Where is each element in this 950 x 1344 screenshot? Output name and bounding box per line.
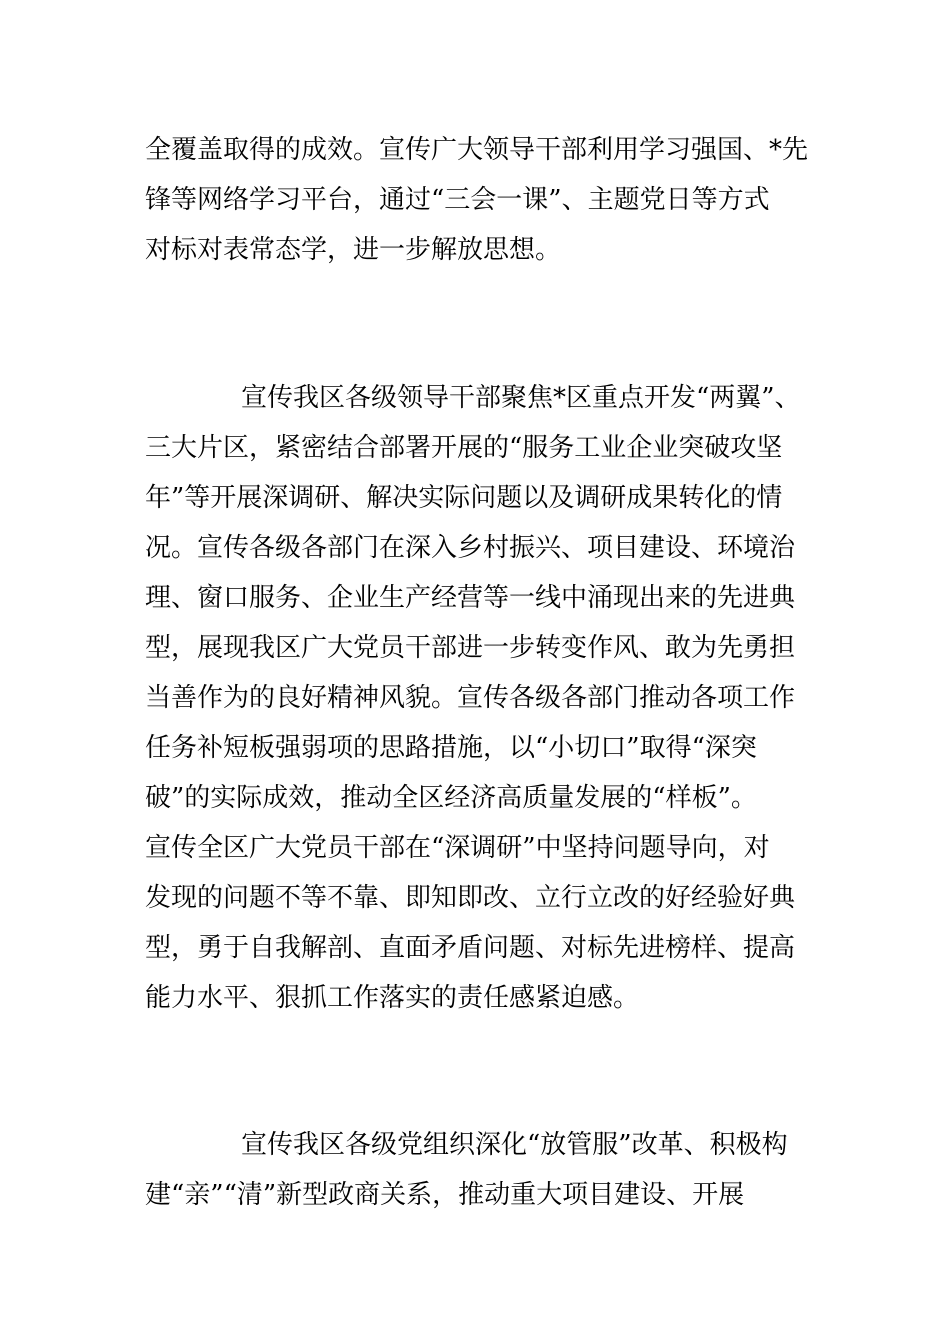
paragraph-3-line-1: 宣传我区各级党组织深化“放管服”改革、积极构 xyxy=(241,1130,788,1160)
paragraph-2-line-5: 理、窗口服务、企业生产经营等一线中涌现出来的先进典 xyxy=(145,583,796,613)
paragraph-1-line-1: 全覆盖取得的成效。宣传广大领导干部利用学习强国、*先 xyxy=(145,135,809,165)
paragraph-2-line-7: 当善作为的良好精神风貌。宣传各级各部门推动各项工作 xyxy=(145,683,796,713)
paragraph-2-line-10: 宣传全区广大党员干部在“深调研”中坚持问题导向，对 xyxy=(145,833,770,863)
paragraph-2-line-8: 任务补短板强弱项的思路措施，以“小切口”取得“深突 xyxy=(145,733,757,763)
paragraph-2-line-2: 三大片区，紧密结合部署开展的“服务工业企业突破攻坚 xyxy=(145,433,783,463)
paragraph-2-line-4: 况。宣传各级各部门在深入乡村振兴、项目建设、环境治 xyxy=(145,533,796,563)
paragraph-1-line-2: 锋等网络学习平台，通过“三会一课”、主题党日等方式 xyxy=(145,185,770,215)
paragraph-2-line-1: 宣传我区各级领导干部聚焦*区重点开发“两翼”、 xyxy=(241,383,801,413)
paragraph-3-line-2: 建“亲”“清”新型政商关系，推动重大项目建设、开展 xyxy=(145,1180,745,1210)
paragraph-2-line-12: 型，勇于自我解剖、直面矛盾问题、对标先进榜样、提高 xyxy=(145,933,796,963)
paragraph-2-line-6: 型，展现我区广大党员干部进一步转变作风、敢为先勇担 xyxy=(145,633,796,663)
paragraph-2-line-13: 能力水平、狠抓工作落实的责任感紧迫感。 xyxy=(145,983,640,1013)
paragraph-2-line-9: 破”的实际成效，推动全区经济高质量发展的“样板”。 xyxy=(145,783,757,813)
paragraph-2-line-3: 年”等开展深调研、解决实际问题以及调研成果转化的情 xyxy=(145,483,783,513)
paragraph-2-line-11: 发现的问题不等不靠、即知即改、立行立改的好经验好典 xyxy=(145,883,796,913)
paragraph-1-line-3: 对标对表常态学，进一步解放思想。 xyxy=(145,235,562,265)
